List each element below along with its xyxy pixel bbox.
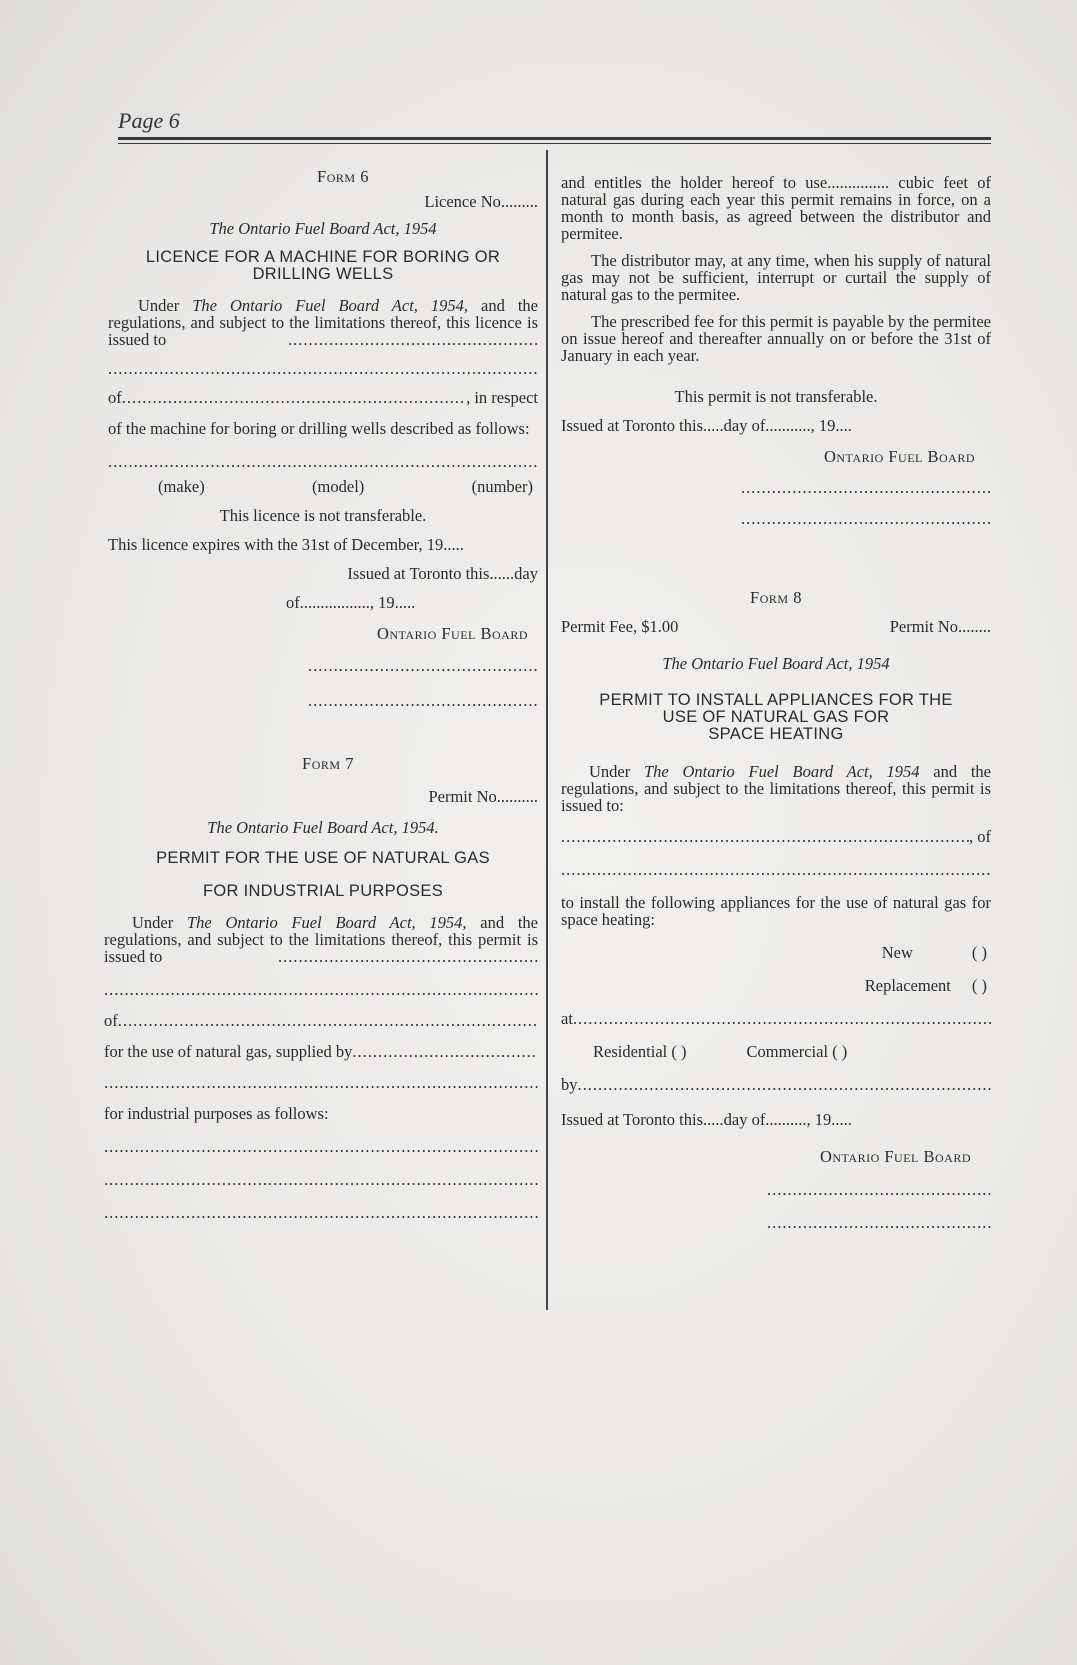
form6-licence-no: Licence No......... (424, 192, 538, 211)
form8-install-text: to install the following appliances for the use of natural gas for space heating: (561, 893, 991, 929)
form6-act: The Ontario Fuel Board Act, 1954 (209, 219, 437, 238)
form8-fee-row (561, 618, 991, 635)
form6-expires: This licence expires with the 31st of December, 19..... (108, 535, 464, 554)
form8-address-line (561, 861, 991, 878)
form8-new-row (561, 944, 991, 961)
form7-continued-p2: The distributor may, at any time, when his supply of natural gas may not be sufficient, interrupt or curtail the supply of natural gas to the permitee. (561, 251, 991, 304)
form6-machine-text: of the machine for boring or drilling wells described as follows: (108, 419, 530, 438)
form8-replacement-label: Replacement (864, 976, 951, 995)
make-label: (make) (158, 477, 205, 496)
form7-body: Under The Ontario Fuel Board Act, 1954, and the regulations, and subject to the limitations thereof, this permit is issued to (104, 913, 539, 966)
form6-heading: Form 6 (317, 167, 369, 186)
form6-blank-line (108, 360, 538, 377)
form7-issued-at: Issued at Toronto this.....day of..........., 19.... (561, 416, 852, 435)
column-divider (546, 150, 548, 1310)
form6-title-line2: DRILLING WELLS (252, 265, 394, 283)
form7-industrial-text: for industrial purposes as follows: (104, 1104, 329, 1123)
form6-desc-line (108, 453, 538, 470)
form7-purpose-line3 (104, 1204, 538, 1221)
form6-of-date: of................., 19..... (286, 593, 416, 612)
form7-permit-no: Permit No.......... (428, 787, 538, 806)
form8-issued-at: Issued at Toronto this.....day of.........., 19..... (561, 1110, 852, 1129)
form7-issued-to-dots (278, 948, 538, 965)
form6-board: Ontario Fuel Board (376, 624, 528, 643)
form6-of-line: of ..... , in respect (108, 389, 538, 406)
form7-continued-p3: The prescribed fee for this permit is payable by the permitee on issue hereof and thereafter annually on or before the 31st of January in each year. (561, 312, 991, 365)
form7-supplier-line (104, 1074, 538, 1091)
form7-purpose-line2 (104, 1171, 538, 1188)
form8-replacement-row (561, 977, 991, 994)
page-number: Page 6 (118, 108, 180, 133)
form7-board: Ontario Fuel Board (823, 447, 975, 466)
form7-not-transferable: This permit is not transferable. (674, 387, 878, 406)
form8-permit-no: Permit No........ (889, 617, 991, 636)
form8-signature-line2 (767, 1214, 991, 1231)
form7-heading: Form 7 (302, 754, 354, 773)
form8-type-row (561, 1043, 991, 1060)
form8-title-line3: SPACE HEATING (708, 725, 844, 743)
form7-blank-line (104, 981, 538, 998)
form7-title-line1: PERMIT FOR THE USE OF NATURAL GAS (156, 849, 490, 867)
form7-continued-p1: and entitles the holder hereof to use............... cubic feet of natural gas during each year this permit remains in force, on a month to month basis, as agreed between the distributor and permitee. (561, 173, 991, 243)
form7-title-line2: FOR INDUSTRIAL PURPOSES (202, 882, 444, 900)
form7-signature-line1 (741, 479, 991, 496)
model-label: (model) (312, 477, 365, 496)
form6-issued-at: Issued at Toronto this......day (347, 564, 538, 583)
form6-desc-labels (108, 478, 538, 495)
form8-new-label: New (881, 943, 913, 962)
form8-act: The Ontario Fuel Board Act, 1954 (662, 654, 890, 673)
form8-commercial[interactable]: Commercial ( ) (746, 1042, 848, 1061)
number-label: (number) (471, 477, 533, 496)
form8-title-line2: USE OF NATURAL GAS FOR (662, 708, 890, 726)
form8-signature-line1 (767, 1181, 991, 1198)
right-column (561, 174, 991, 1231)
form7-purpose-line1 (104, 1138, 538, 1155)
form8-residential[interactable]: Residential ( ) (593, 1042, 687, 1061)
form7-of-line: of ..... (104, 1012, 538, 1029)
form8-heading: Form 8 (750, 588, 802, 607)
form8-at-line: at ..... (561, 1010, 991, 1027)
header-rule-thick (118, 137, 991, 140)
form6-signature-line1 (308, 657, 538, 674)
form6-issued-to-dots (288, 331, 538, 348)
form8-board: Ontario Fuel Board (819, 1147, 971, 1166)
form7-signature-line2 (741, 510, 991, 527)
form6-title-line1: LICENCE FOR A MACHINE FOR BORING OR (145, 248, 501, 266)
left-column (104, 167, 539, 1221)
form8-by-line: by ..... (561, 1076, 991, 1093)
form8-new-checkbox[interactable]: ( ) (971, 943, 987, 962)
form7-use-line: for the use of natural gas, supplied by ..... (104, 1043, 538, 1060)
form8-title-line1: PERMIT TO INSTALL APPLIANCES FOR THE (599, 691, 953, 709)
form6-signature-line2 (308, 692, 538, 709)
form8-issued-to-line: ..... , of (561, 828, 991, 845)
form8-body: Under The Ontario Fuel Board Act, 1954 and the regulations, and subject to the limitations thereof, this permit is issued to: (561, 762, 992, 815)
form6-body: Under The Ontario Fuel Board Act, 1954, and the regulations, and subject to the limitations thereof, this licence is issued to (108, 296, 539, 349)
header-rule-thin (118, 143, 991, 144)
form8-fee: Permit Fee, $1.00 (561, 617, 679, 636)
form7-act: The Ontario Fuel Board Act, 1954. (207, 818, 439, 837)
form8-replacement-checkbox[interactable]: ( ) (971, 976, 987, 995)
form6-not-transferable: This licence is not transferable. (219, 506, 427, 525)
